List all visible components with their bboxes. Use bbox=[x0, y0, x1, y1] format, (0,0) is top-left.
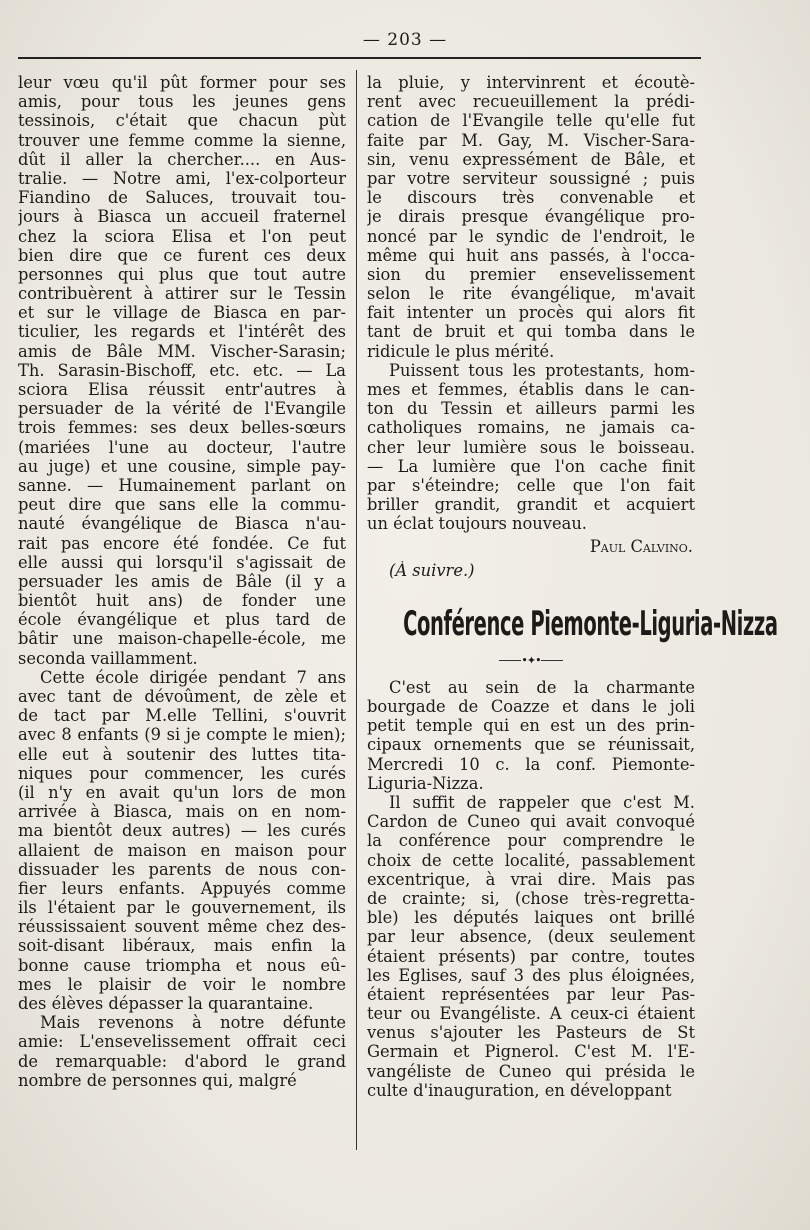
text-line: rent avec recueuillement la prédi- bbox=[367, 92, 695, 112]
text-line: bientôt huit ans) de fonder une bbox=[18, 591, 346, 611]
text-line: contribuèrent à attirer sur le Tessin bbox=[18, 284, 346, 304]
text-line: cation de l'Evangile telle qu'elle fut bbox=[367, 111, 695, 131]
text-line: bâtir une maison-chapelle-école, me bbox=[18, 629, 346, 649]
text-line: jours à Biasca un accueil fraternel bbox=[18, 207, 346, 227]
text-line: selon le rite évangélique, m'avait bbox=[367, 284, 695, 304]
text-line: tant de bruit et qui tomba dans le bbox=[367, 322, 695, 342]
text-line: briller grandit, grandit et acquiert bbox=[367, 495, 695, 515]
text-line: faite par M. Gay, M. Vischer-Sara- bbox=[367, 130, 695, 150]
text-line: chez la sciora Elisa et l'on peut bbox=[18, 226, 346, 246]
text-line: noncé par le syndic de l'endroit, le bbox=[367, 226, 695, 246]
text-line: par votre serviteur soussigné ; puis bbox=[367, 168, 695, 188]
text-line: persuader les amis de Bâle (il y a bbox=[18, 571, 346, 591]
page-number: — 203 — bbox=[362, 30, 448, 50]
text-line: dût il aller la chercher.... en Aus- bbox=[18, 149, 346, 169]
text-line: bourgade de Coazze et dans le joli bbox=[367, 697, 695, 717]
text-line: ils l'étaient par le gouvernement, ils bbox=[18, 898, 346, 918]
text-line: bien dire que ce furent ces deux bbox=[18, 245, 346, 265]
text-line: elle eut à soutenir des luttes tita- bbox=[18, 744, 346, 764]
text-line: allaient de maison en maison pour bbox=[18, 840, 346, 860]
text-line: les Eglises, sauf 3 des plus éloignées, bbox=[367, 965, 695, 985]
text-line: mes et femmes, établis dans le can- bbox=[367, 380, 695, 399]
text-line: sanne. — Humainement parlant on bbox=[18, 475, 346, 495]
right-column bbox=[367, 73, 778, 1100]
text-line: ridicule le plus mérité. bbox=[367, 341, 555, 361]
to-be-continued-note: (À suivre.) bbox=[389, 560, 475, 580]
conference-article bbox=[367, 678, 695, 1100]
text-line: par s'éteindre; celle que l'on fait bbox=[367, 475, 695, 495]
text-line: peut dire que sans elle la commu- bbox=[18, 495, 346, 515]
text-line: Germain et Pignerol. C'est M. l'E- bbox=[367, 1042, 695, 1062]
text-line: cher leur lumière sous le boisseau. bbox=[367, 437, 695, 457]
text-line: ble) les députés laiques ont brillé bbox=[367, 908, 695, 928]
text-line: de crainte; si, (chose très-regretta- bbox=[367, 888, 695, 908]
text-line: sin, venu expressément de Bâle, et bbox=[367, 149, 695, 169]
text-line: la conférence pour comprendre le bbox=[367, 831, 695, 851]
text-line: elle aussi qui lorsqu'il s'agissait de bbox=[18, 552, 346, 572]
text-line: ton du Tessin et ailleurs parmi les bbox=[367, 399, 695, 419]
text-line: tralie. — Notre ami, l'ex-colporteur bbox=[18, 168, 346, 188]
text-line: persuader de la vérité de l'Evangile bbox=[18, 399, 346, 419]
text-line: catholiques romains, ne jamais ca- bbox=[367, 418, 695, 438]
text-line: et sur le village de Biasca en par- bbox=[18, 303, 346, 323]
text-line: Puissent tous les protestants, hom- bbox=[389, 360, 695, 380]
text-line: de tact par M.elle Tellini, s'ouvrit bbox=[18, 706, 346, 726]
text-line: amis de Bâle MM. Vischer-Sarasin; bbox=[18, 341, 346, 361]
text-line: sciora Elisa réussit entr'autres à bbox=[18, 380, 346, 399]
text-line: mes le plaisir de voir le nombre bbox=[18, 974, 346, 994]
text-line: des élèves dépasser la quarantaine. bbox=[18, 994, 314, 1013]
text-line: amis, pour tous les jeunes gens bbox=[18, 92, 346, 112]
text-line: étaient représentées par leur Pas- bbox=[367, 984, 695, 1004]
text-line: leur vœu qu'il pût former pour ses bbox=[18, 73, 346, 92]
text-line: cipaux ornements que se réunissait, bbox=[367, 735, 695, 755]
text-line: Mercredi 10 c. la conf. Piemonte- bbox=[367, 754, 695, 774]
article-continuation bbox=[367, 73, 695, 534]
text-line: seconda vaillamment. bbox=[18, 648, 198, 668]
section-heading: Conférence Piemonte-Liguria-Nizza bbox=[403, 603, 778, 643]
text-line: au juge) et une cousine, simple pay- bbox=[18, 456, 346, 476]
text-line: soit-disant libéraux, mais enfin la bbox=[18, 936, 346, 956]
author-signature: Paul Calvino. bbox=[589, 536, 693, 556]
text-line: un éclat toujours nouveau. bbox=[367, 514, 587, 534]
text-line: réussissaient souvent même chez des- bbox=[18, 917, 346, 937]
text-line: par leur absence, (deux seulement bbox=[367, 927, 695, 947]
text-line: la pluie, y intervinrent et écoutè- bbox=[367, 73, 695, 92]
text-line: arrivée à Biasca, mais on en nom- bbox=[18, 802, 346, 822]
text-line: Th. Sarasin-Bischoff, etc. etc. — La bbox=[18, 360, 346, 380]
text-line: de remarquable: d'abord le grand bbox=[18, 1051, 346, 1071]
text-line: culte d'inauguration, en développant bbox=[367, 1080, 672, 1100]
text-line: fait intenter un procès qui alors fit bbox=[367, 303, 695, 323]
text-line: Liguria-Nizza. bbox=[367, 773, 484, 793]
text-line: ticulier, les regards et l'intérêt des bbox=[18, 322, 346, 342]
text-line: rait pas encore été fondée. Ce fut bbox=[18, 533, 346, 553]
text-line: avec tant de dévoûment, de zèle et bbox=[18, 687, 346, 706]
text-line: trouver une femme comme la sienne, bbox=[18, 130, 346, 150]
text-line: nauté évangélique de Biasca n'au- bbox=[18, 514, 346, 534]
text-line: école évangélique et plus tard de bbox=[18, 610, 346, 630]
text-line: excentrique, à vrai dire. Mais pas bbox=[367, 869, 695, 889]
text-line: nombre de personnes qui, malgré bbox=[18, 1070, 297, 1090]
text-line: ma bientôt deux autres) — les curés bbox=[18, 821, 346, 841]
header-rule bbox=[18, 57, 701, 59]
column-divider bbox=[356, 70, 357, 1150]
text-line: même qui huit ans passés, à l'occa- bbox=[367, 245, 695, 265]
text-line: (il n'y en avait qu'un lors de mon bbox=[18, 782, 346, 802]
text-line: trois femmes: ses deux belles-sœurs bbox=[18, 418, 346, 438]
text-line: je dirais presque évangélique pro- bbox=[367, 207, 695, 227]
text-line: (mariées l'une au docteur, l'autre bbox=[18, 437, 346, 457]
text-line: petit temple qui en est un des prin- bbox=[367, 716, 695, 736]
text-line: tessinois, c'était que chacun pùt bbox=[18, 111, 346, 131]
text-line: niques pour commencer, les curés bbox=[18, 763, 346, 783]
text-line: étaient présents) par contre, toutes bbox=[367, 946, 695, 966]
left-column bbox=[18, 73, 346, 1090]
text-line: sion du premier ensevelissement bbox=[367, 264, 695, 284]
text-line: C'est au sein de la charmante bbox=[389, 677, 695, 697]
text-line: personnes qui plus que tout autre bbox=[18, 264, 346, 284]
text-line: vangéliste de Cuneo qui présida le bbox=[367, 1061, 695, 1081]
text-line: Mais revenons à notre défunte bbox=[40, 1013, 346, 1033]
text-line: amie: L'ensevelissement offrait ceci bbox=[18, 1032, 346, 1052]
text-line: venus s'ajouter les Pasteurs de St bbox=[367, 1023, 695, 1043]
text-line: — La lumière que l'on cache finit bbox=[367, 456, 695, 476]
text-line: Fiandino de Saluces, trouvait tou- bbox=[18, 188, 346, 208]
text-line: le discours très convenable et bbox=[367, 188, 695, 208]
text-line: dissuader les parents de nous con- bbox=[18, 859, 346, 879]
text-line: choix de cette localité, passablement bbox=[367, 850, 695, 870]
text-line: bonne cause triompha et nous eû- bbox=[18, 955, 346, 975]
text-line: fier leurs enfants. Appuyés comme bbox=[18, 878, 346, 898]
heading-ornament: •✦• bbox=[367, 652, 695, 670]
text-line: Il suffit de rappeler que c'est M. bbox=[389, 793, 695, 812]
text-line: avec 8 enfants (9 si je compte le mien); bbox=[18, 725, 346, 745]
text-line: Cardon de Cuneo qui avait convoqué bbox=[367, 812, 695, 832]
text-line: teur ou Evangéliste. A ceux-ci étaient bbox=[367, 1004, 695, 1024]
text-line: Cette école dirigée pendant 7 ans bbox=[40, 667, 346, 687]
